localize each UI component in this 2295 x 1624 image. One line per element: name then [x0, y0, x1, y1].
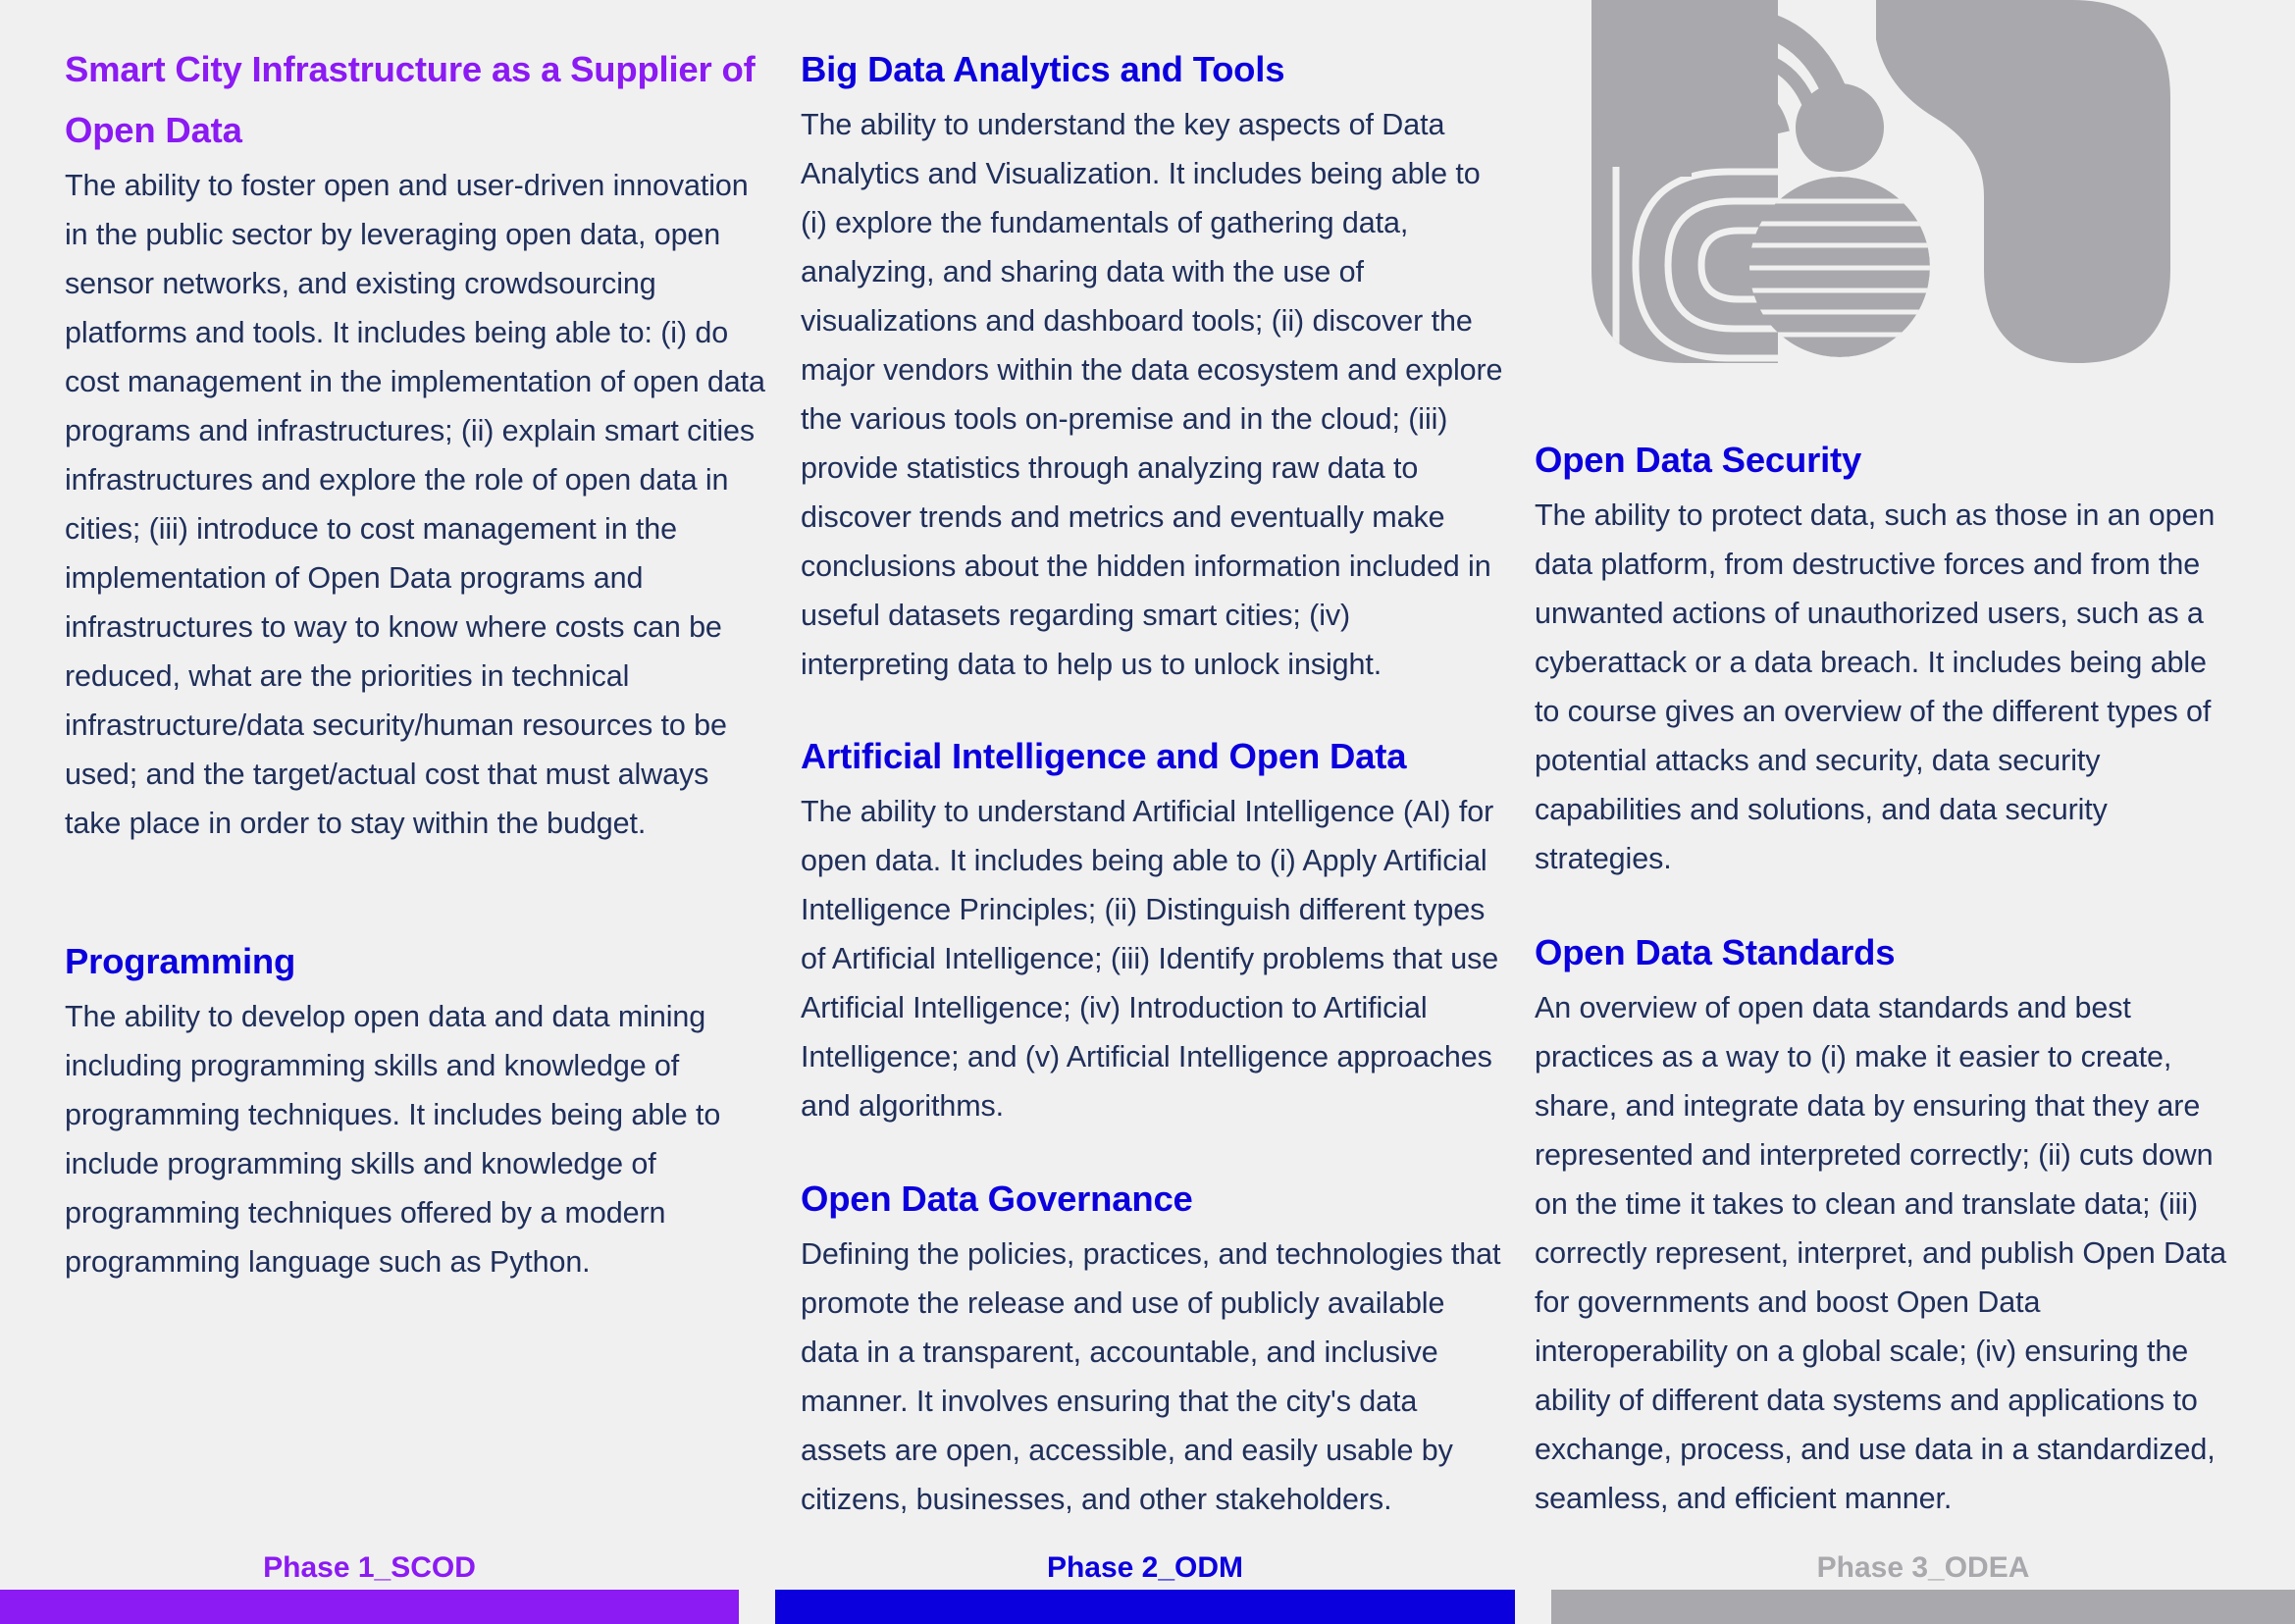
phase-1-label: Phase 1_SCOD — [263, 1551, 476, 1584]
programming-section — [65, 931, 769, 1286]
phase-3-label: Phase 3_ODEA — [1816, 1551, 2030, 1584]
security-section — [1535, 430, 2239, 883]
standards-heading: Open Data Standards — [1535, 932, 1896, 972]
big-data-heading: Big Data Analytics and Tools — [801, 49, 1285, 89]
big-data-section — [801, 39, 1505, 689]
governance-heading: Open Data Governance — [801, 1179, 1193, 1219]
smart-city-section — [65, 39, 769, 848]
governance-text: Defining the policies, practices, and technologies that promote the release and use of publicly available data in a transparent, accountable, and inclusive manner. It involves ensuring that the city's data assets are open, accessible, and easily usable by citizens, businesses, and other stakeholders. — [801, 1237, 1501, 1516]
ai-heading: Artificial Intelligence and Open Data — [801, 736, 1407, 776]
big-data-text: The ability to understand the key aspects of Data Analytics and Visualization. It includes being able to (i) explore the fundamentals of gathering data, analyzing, and sharing data with the use of visualizations and dashboard tools; (ii) discover the major vendors within the data ecosystem and explore the various tools on-premise and in the cloud; (iii) provide statistics through analyzing raw data to discover trends and metrics and eventually make conclusions about the hidden information included in useful datasets regarding smart cities; (iv) interpreting data to help us to unlock insight. — [801, 108, 1503, 681]
security-text: The ability to protect data, such as those in an open data platform, from destructive forces and from the unwanted actions of unauthorized users, such as a cyberattack or a data breach. It includes being able to course gives an overview of the different types of potential attacks and security, data security capabilities and solutions, and data security strategies. — [1535, 498, 2216, 875]
smart-city-heading: Smart City Infrastructure as a Supplier of Open Data — [65, 49, 756, 150]
smart-city-text: The ability to foster open and user-driven innovation in the public sector by leveraging open data, open sensor networks, and existing crowdsourcing platforms and tools. It includes being able to: (i) do cost management in the implementation of open data programs and infrastructures; (ii) explain smart cities infrastructures and explore the role of open data in cities; (iii) introduce to cost management in the implementation of Open Data programs and infrastructures to way to know where costs can be reduced, what are the priorities in technical infrastructure/data security/human resources to be used; and the target/actual cost that must always take place in order to stay within the budget. — [65, 169, 765, 840]
programming-heading: Programming — [65, 941, 296, 981]
programming-text: The ability to develop open data and data mining including programming skills and knowledge of programming techniques. It includes being able to include programming skills and knowledge of programming techniques offered by a modern programming language such as Python. — [65, 1000, 721, 1279]
ai-section — [801, 726, 1505, 1130]
odea-logo-icon — [1591, 0, 2170, 363]
phase-2-bar — [775, 1590, 1515, 1624]
governance-section — [801, 1169, 1505, 1524]
phase-3-bar — [1551, 1590, 2295, 1624]
standards-text: An overview of open data standards and best practices as a way to (i) make it easier to create, share, and integrate data by ensuring that they are represented and interpreted correctly; (ii) cuts down on the time it takes to clean and translate data; (iii) correctly represent, interpret, and publish Open Data for governments and boost Open Data interoperability on a global scale; (iv) ensuring the ability of different data systems and applications to exchange, process, and use data in a standardized, seamless, and efficient manner. — [1535, 991, 2227, 1515]
ai-text: The ability to understand Artificial Intelligence (AI) for open data. It includes being able to (i) Apply Artificial Intelligence Principles; (ii) Distinguish different types of Artificial Intelligence; (iii) Identify problems that use Artificial Intelligence; (iv) Introduction to Artificial Intelligence; and (v) Artificial Intelligence approaches and algorithms. — [801, 795, 1499, 1123]
standards-section — [1535, 922, 2239, 1523]
phase-2-label: Phase 2_ODM — [1046, 1551, 1244, 1584]
phase-1-bar — [0, 1590, 739, 1624]
security-heading: Open Data Security — [1535, 440, 1862, 480]
